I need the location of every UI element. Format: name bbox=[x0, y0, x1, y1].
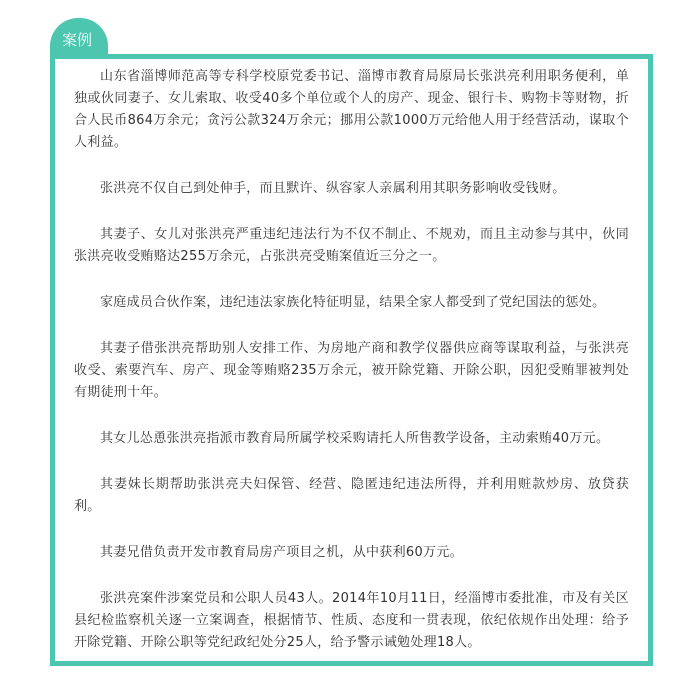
paragraph-investigation: 张洪亮案件涉案党员和公职人员43人。2014年10月11日，经淄博市委批准，市及有关区县纪检监察机关逐一立案调查，根据情节、性质、态度和一贯表现，依纪依规作出处理：给予开除党籍、开除公职等党纪政纪处分25人，给予警示诫勉处理18人。 bbox=[74, 591, 629, 650]
paragraph-family-crime: 家庭成员合伙作案，违纪违法家族化特征明显，结果全家人都受到了党纪国法的惩处。 bbox=[100, 295, 606, 310]
paragraph-family-involvement: 张洪亮不仅自己到处伸手，而且默许、纵容家人亲属利用其职务影响收受钱财。 bbox=[100, 181, 566, 196]
case-content bbox=[55, 59, 648, 661]
case-tab-label: 案例 bbox=[61, 31, 92, 49]
paragraph-wife: 其妻子借张洪亮帮助别人安排工作、为房地产商和教学仪器供应商等谋取利益，与张洪亮收受、索要汽车、房产、现金等贿赂235万余元，被开除党籍、开除公职，因犯受贿罪被判处有期徒刑十年。 bbox=[74, 341, 629, 400]
paragraph-brother-in-law: 其妻兄借负责开发市教育局房产项目之机，从中获利60万元。 bbox=[100, 545, 463, 560]
paragraph-wife-daughter: 其妻子、女儿对张洪亮严重违纪违法行为不仅不制止、不规劝，而且主动参与其中，伙同张洪亮收受贿赂达255万余元，占张洪亮受贿案值近三分之一。 bbox=[74, 227, 629, 264]
paragraph-daughter: 其女儿怂恿张洪亮指派市教育局所属学校采购请托人所售教学设备，主动索贿40万元。 bbox=[100, 431, 610, 446]
paragraph-sister-in-law: 其妻妹长期帮助张洪亮夫妇保管、经营、隐匿违纪违法所得，并利用赃款炒房、放贷获利。 bbox=[74, 477, 629, 514]
case-frame bbox=[50, 54, 653, 666]
paragraph-summary: 山东省淄博师范高等专科学校原党委书记、淄博市教育局原局长张洪亮利用职务便利，单独或伙同妻子、女儿索取、收受40多个单位或个人的房产、现金、银行卡、购物卡等财物，折合人民币864万余元；贪污公款324万余元；挪用公款1000万元给他人用于经营活动，谋取个人利益。 bbox=[74, 69, 629, 150]
